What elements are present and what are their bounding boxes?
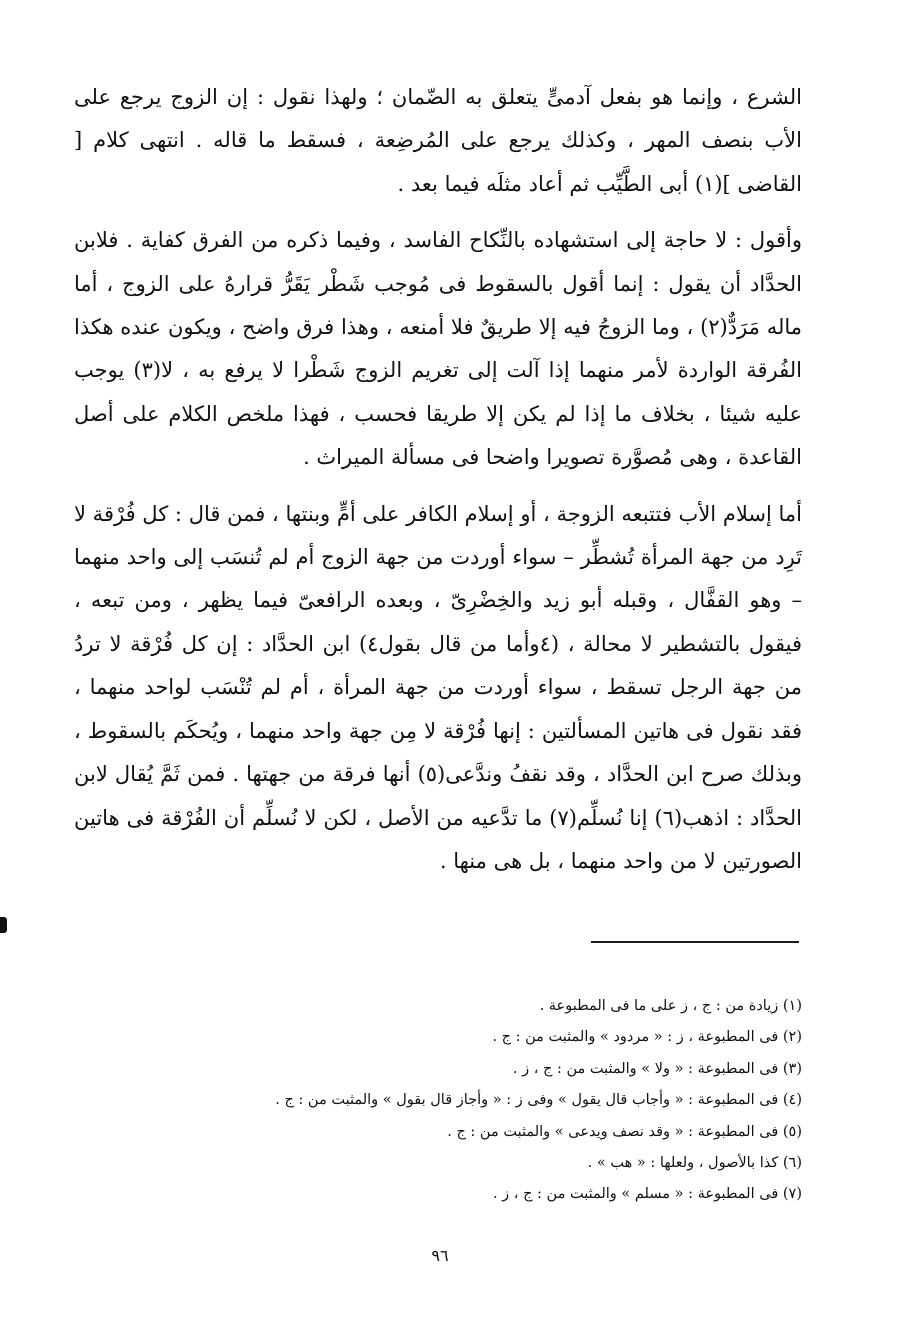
footnotes	[120, 991, 802, 1211]
page-number: ٩٦	[431, 1246, 449, 1265]
footnote-2: (٢) فى المطبوعة ، ز : « مردود » والمثبت من : ج .	[492, 1029, 802, 1046]
footnote-1: (١) زيادة من : ج ، ز على ما فى المطبوعة .	[539, 998, 802, 1014]
scan-edge-mark	[0, 917, 7, 933]
paragraph-3: أما إسلام الأب فتتبعه الزوجة ، أو إسلام الكافر على أمٍّ وبنتها ، فمن قال : كل فُرْقة لا تَرِد من جهة المرأة تُشطِّر – سواء أوردت من جهة الزوج أم لم تُنسَب إلى واحد منهما – وهو القفَّال ، وقبله أبو زيد والخِضْرِىّ ، وبعده الرافعىّ فيما يظهر ، ومن تبعه ، فيقول بالتشطير لا محالة ، (٤وأما من قال بقول٤) ابن الحدَّاد : إن كل فُرْقة لا تردُ من جهة الرجل تسقط ، سواء أوردت من جهة المرأة ، أم لم تُنْسَب لواحد منهما ، فقد نقول فى هاتين المسألتين : إنها فُرْقة لا مِن جهة واحد منهما ، ويُحكَم بالسقوط ، وبذلك صرح ابن الحدَّاد ، وقد نقفُ وندَّعى(٥) أنها فرقة من جهتها . فمن ثَمَّ يُقال لابن الحدَّاد : اذهب(٦) إنا نُسلِّم(٧) ما تدَّعيه من الأصل ، لكن لا نُسلِّم أن الفُرْقة فى هاتين الصورتين لا من واحد منهما ، بل هى منها .	[74, 501, 803, 873]
footnote-5: (٥) فى المطبوعة : « وقد نصف ويدعى » والمثبت من : ج .	[447, 1123, 802, 1140]
footnote-3: (٣) فى المطبوعة : « ولا » والمثبت من : ج ، ز .	[512, 1060, 802, 1077]
footnote-separator	[591, 941, 799, 943]
paragraph-2: وأقول : لا حاجة إلى استشهاده بالنِّكاح الفاسد ، وفيما ذكره من الفرق كفاية . فلابن الحدَّاد أن يقول : إنما أقول بالسقوط فى مُوجب شَطْر يَقَرُّ قرارهُ على الزوج ، أما ماله مَرَدٌّ(٢) ، وما الزوجُ فيه إلا طريقٌ فلا أمنعه ، وهذا فرق واضح ، ويكون عنده هكذا الفُرقة الواردة لأمر منهما إذا آلت إلى تغريم الزوج شَطْرا لا يرفع به ، لا(٣) يوجب عليه شيئا ، بخلاف ما إذا لم يكن إلا طريقا فحسب ، فهذا ملخص الكلام على أصل القاعدة ، وهى مُصوَّرة تصويرا واضحا فى مسألة الميراث .	[74, 228, 803, 470]
footnote-4: (٤) فى المطبوعة : « وأجاب قال يقول » وفى ز : « وأجاز قال بقول » والمثبت من : ج .	[275, 1092, 802, 1109]
footnote-7: (٧) فى المطبوعة : « مسلم » والمثبت من : ج ، ز .	[492, 1186, 802, 1203]
main-text	[74, 76, 802, 883]
footnote-6: (٦) كذا بالأصول ، ولعلها : « هب » .	[587, 1155, 802, 1172]
paragraph-1: الشرع ، وإنما هو بفعل آدمىٍّ يتعلق به الضّمان ؛ ولهذا نقول : إن الزوج يرجع على الأب بنصف المهر ، وكذلك يرجع على المُرضِعة ، فسقط ما قاله . انتهى كلام [ القاضى ](١) أبى الطَّيِّب ثم أعاد مثلَه فيما بعد .	[74, 85, 802, 196]
